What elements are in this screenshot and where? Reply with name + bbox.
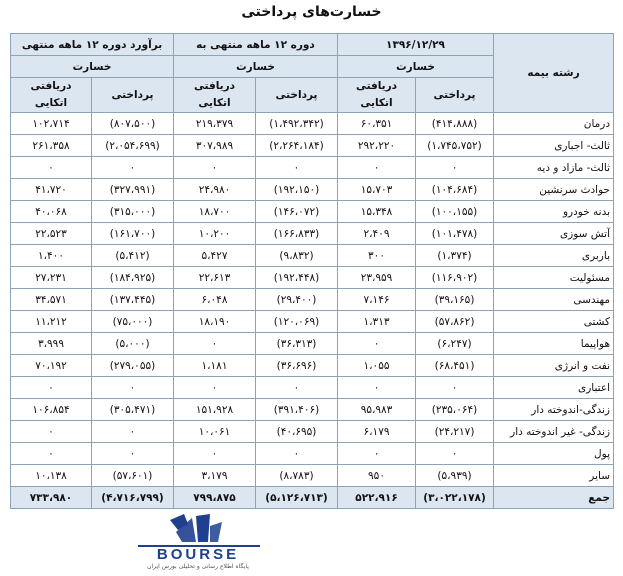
value-cell: ۰: [338, 333, 416, 355]
value-cell: ۰: [92, 443, 174, 465]
paid-header: پرداختی: [256, 78, 338, 113]
value-cell: ۱۰،۱۳۸: [11, 465, 92, 487]
value-cell: (۵،۰۰۰): [92, 333, 174, 355]
value-cell: ۰: [174, 443, 256, 465]
received-header: دریافتی اتکایی: [338, 78, 416, 113]
insurance-line-label: زندگی-اندوخته دار: [494, 399, 614, 421]
value-cell: (۱۰۱،۴۷۸): [416, 223, 494, 245]
value-cell: ۰: [92, 421, 174, 443]
value-cell: (۱۶۶،۸۳۳): [256, 223, 338, 245]
value-cell: ۰: [256, 157, 338, 179]
value-cell: ۲۷،۲۳۱: [11, 267, 92, 289]
value-cell: (۱۱۶،۹۰۲): [416, 267, 494, 289]
value-cell: ۶۰،۳۵۱: [338, 113, 416, 135]
bourse-logo: [118, 512, 278, 572]
value-cell: ۱۵،۳۴۸: [338, 201, 416, 223]
table-row: [11, 223, 614, 245]
value-cell: ۰: [11, 377, 92, 399]
value-cell: (۳۲۷،۹۹۱): [92, 179, 174, 201]
value-cell: (۸۰۷،۵۰۰): [92, 113, 174, 135]
value-cell: ۰: [338, 377, 416, 399]
value-cell: ۰: [416, 157, 494, 179]
period-header-3: برآورد دوره ۱۲ ماهه منتهی: [11, 34, 174, 56]
total-row: [11, 487, 614, 509]
value-cell: ۵،۴۲۷: [174, 245, 256, 267]
value-cell: (۳۶،۶۹۶): [256, 355, 338, 377]
insurance-line-label: مسئولیت: [494, 267, 614, 289]
value-cell: (۳۰۵،۴۷۱): [92, 399, 174, 421]
value-cell: (۳۶،۳۱۳): [256, 333, 338, 355]
value-cell: ۵۲۲،۹۱۶: [338, 487, 416, 509]
value-cell: ۱،۳۱۳: [338, 311, 416, 333]
value-cell: ۱،۱۸۱: [174, 355, 256, 377]
value-cell: ۰: [174, 157, 256, 179]
value-cell: (۱۹۲،۱۵۰): [256, 179, 338, 201]
value-cell: ۲۳،۹۵۹: [338, 267, 416, 289]
value-cell: ۷۰،۱۹۲: [11, 355, 92, 377]
table-row: [11, 135, 614, 157]
value-cell: ۰: [338, 157, 416, 179]
value-cell: (۶۸،۴۵۱): [416, 355, 494, 377]
group-header-2: خسارت: [174, 56, 338, 78]
value-cell: ۰: [174, 377, 256, 399]
value-cell: ۲۲،۶۱۳: [174, 267, 256, 289]
value-cell: ۰: [92, 157, 174, 179]
value-cell: ۳۴،۵۷۱: [11, 289, 92, 311]
value-cell: ۰: [11, 443, 92, 465]
value-cell: (۳۹،۱۶۵): [416, 289, 494, 311]
paid-header: پرداختی: [416, 78, 494, 113]
value-cell: ۱،۰۵۵: [338, 355, 416, 377]
table-row: [11, 267, 614, 289]
value-cell: ۶،۰۴۸: [174, 289, 256, 311]
value-cell: (۲۹،۴۰۰): [256, 289, 338, 311]
value-cell: ۰: [174, 333, 256, 355]
value-cell: (۲،۰۵۴،۶۹۹): [92, 135, 174, 157]
table-row: [11, 333, 614, 355]
value-cell: ۳،۱۷۹: [174, 465, 256, 487]
value-cell: (۱۴۶،۰۷۲): [256, 201, 338, 223]
value-cell: (۵،۹۳۹): [416, 465, 494, 487]
value-cell: ۱۰،۰۶۱: [174, 421, 256, 443]
insurance-line-label: مهندسی: [494, 289, 614, 311]
value-cell: (۲،۲۶۴،۱۸۴): [256, 135, 338, 157]
total-label: جمع: [494, 487, 614, 509]
value-cell: ۱،۴۰۰: [11, 245, 92, 267]
value-cell: (۳۹۱،۴۰۶): [256, 399, 338, 421]
value-cell: ۳۰۷،۹۸۹: [174, 135, 256, 157]
paid-claims-table: [10, 33, 614, 509]
period-header-1: ۱۳۹۶/۱۲/۲۹: [338, 34, 494, 56]
value-cell: (۵،۴۱۲): [92, 245, 174, 267]
value-cell: ۴۱،۷۲۰: [11, 179, 92, 201]
value-cell: (۳،۰۲۲،۱۷۸): [416, 487, 494, 509]
value-cell: (۱۰۰،۱۵۵): [416, 201, 494, 223]
insurance-line-label: اعتباری: [494, 377, 614, 399]
value-cell: ۲۹۲،۲۲۰: [338, 135, 416, 157]
value-cell: (۱،۳۷۴): [416, 245, 494, 267]
page-title: خسارت‌های پرداختی: [241, 4, 382, 20]
insurance-line-label: نفت و انرژی: [494, 355, 614, 377]
insurance-line-label: ثالث- اجباری: [494, 135, 614, 157]
value-cell: ۹۵،۹۸۳: [338, 399, 416, 421]
period-header-2: دوره ۱۲ ماهه منتهی به: [174, 34, 338, 56]
value-cell: ۲۲،۵۲۳: [11, 223, 92, 245]
insurance-line-label: بدنه خودرو: [494, 201, 614, 223]
value-cell: ۱۰،۲۰۰: [174, 223, 256, 245]
table-row: [11, 201, 614, 223]
value-cell: ۰: [92, 377, 174, 399]
value-cell: (۵۷،۸۶۲): [416, 311, 494, 333]
value-cell: (۸،۷۸۳): [256, 465, 338, 487]
value-cell: (۵،۱۲۶،۷۱۳): [256, 487, 338, 509]
value-cell: ۱۵،۷۰۳: [338, 179, 416, 201]
value-cell: ۶،۱۷۹: [338, 421, 416, 443]
value-cell: ۱۵۱،۹۲۸: [174, 399, 256, 421]
table-row: [11, 311, 614, 333]
insurance-line-label: زندگی- غیر اندوخته دار: [494, 421, 614, 443]
value-cell: ۰: [11, 157, 92, 179]
value-cell: (۵۷،۶۰۱): [92, 465, 174, 487]
table-row: [11, 399, 614, 421]
value-cell: ۲۱۹،۳۷۹: [174, 113, 256, 135]
value-cell: (۷۵،۰۰۰): [92, 311, 174, 333]
value-cell: (۴،۷۱۶،۷۹۹): [92, 487, 174, 509]
insurance-line-label: پول: [494, 443, 614, 465]
value-cell: (۱۲۰،۰۶۹): [256, 311, 338, 333]
value-cell: ۲۴،۹۸۰: [174, 179, 256, 201]
value-cell: ۰: [416, 443, 494, 465]
insurance-line-label: سایر: [494, 465, 614, 487]
value-cell: (۴۰،۶۹۵): [256, 421, 338, 443]
table-row: [11, 289, 614, 311]
insurance-line-label: ثالث- مازاد و دیه: [494, 157, 614, 179]
value-cell: ۴۰،۰۶۸: [11, 201, 92, 223]
value-cell: (۲۳۵،۰۶۴): [416, 399, 494, 421]
value-cell: ۷۹۹،۸۷۵: [174, 487, 256, 509]
value-cell: ۷،۱۴۶: [338, 289, 416, 311]
value-cell: (۱۰۴،۶۸۴): [416, 179, 494, 201]
insurance-line-label: هواپیما: [494, 333, 614, 355]
value-cell: (۱۹۲،۴۴۸): [256, 267, 338, 289]
table-row: [11, 377, 614, 399]
value-cell: ۰: [11, 421, 92, 443]
insurance-line-label: حوادث سرنشین: [494, 179, 614, 201]
table-row: [11, 465, 614, 487]
insurance-line-label: درمان: [494, 113, 614, 135]
value-cell: (۹،۸۳۲): [256, 245, 338, 267]
value-cell: (۶،۲۴۷): [416, 333, 494, 355]
table-row: [11, 157, 614, 179]
table-row: [11, 421, 614, 443]
value-cell: ۱۸،۱۹۰: [174, 311, 256, 333]
value-cell: (۱،۴۹۲،۳۴۲): [256, 113, 338, 135]
value-cell: (۲۷۹،۰۵۵): [92, 355, 174, 377]
group-header-1: خسارت: [338, 56, 494, 78]
value-cell: ۱۸،۷۰۰: [174, 201, 256, 223]
value-cell: (۳۱۵،۰۰۰): [92, 201, 174, 223]
value-cell: ۲،۴۰۹: [338, 223, 416, 245]
value-cell: ۱۱،۲۱۲: [11, 311, 92, 333]
value-cell: ۳۰۰: [338, 245, 416, 267]
table-row: [11, 179, 614, 201]
paid-header: پرداختی: [92, 78, 174, 113]
received-header: دریافتی اتکایی: [11, 78, 92, 113]
table-row: [11, 443, 614, 465]
insurance-line-label: آتش سوزی: [494, 223, 614, 245]
table-row: [11, 113, 614, 135]
value-cell: (۱۶۱،۷۰۰): [92, 223, 174, 245]
value-cell: ۰: [256, 443, 338, 465]
row-label-header: رشته بیمه: [494, 34, 614, 113]
insurance-line-label: کشتی: [494, 311, 614, 333]
value-cell: (۱۸۴،۹۲۵): [92, 267, 174, 289]
value-cell: ۳،۹۹۹: [11, 333, 92, 355]
received-header: دریافتی اتکایی: [174, 78, 256, 113]
group-header-3: خسارت: [11, 56, 174, 78]
insurance-line-label: باربری: [494, 245, 614, 267]
value-cell: ۰: [338, 443, 416, 465]
value-cell: (۱،۷۴۵،۷۵۲): [416, 135, 494, 157]
table-row: [11, 245, 614, 267]
table-row: [11, 355, 614, 377]
logo-brand: BOURSE: [156, 546, 240, 563]
value-cell: (۱۳۷،۴۴۵): [92, 289, 174, 311]
value-cell: ۲۶۱،۳۵۸: [11, 135, 92, 157]
value-cell: (۲۴،۲۱۷): [416, 421, 494, 443]
value-cell: ۷۳۳،۹۸۰: [11, 487, 92, 509]
value-cell: ۰: [416, 377, 494, 399]
value-cell: (۴۱۴،۸۸۸): [416, 113, 494, 135]
value-cell: ۹۵۰: [338, 465, 416, 487]
value-cell: ۰: [256, 377, 338, 399]
logo-tagline: پایگاه اطلاع رسانی و تحلیلی بورس ایران: [147, 563, 249, 570]
value-cell: ۱۰۲،۷۱۴: [11, 113, 92, 135]
value-cell: ۱۰۶،۸۵۴: [11, 399, 92, 421]
